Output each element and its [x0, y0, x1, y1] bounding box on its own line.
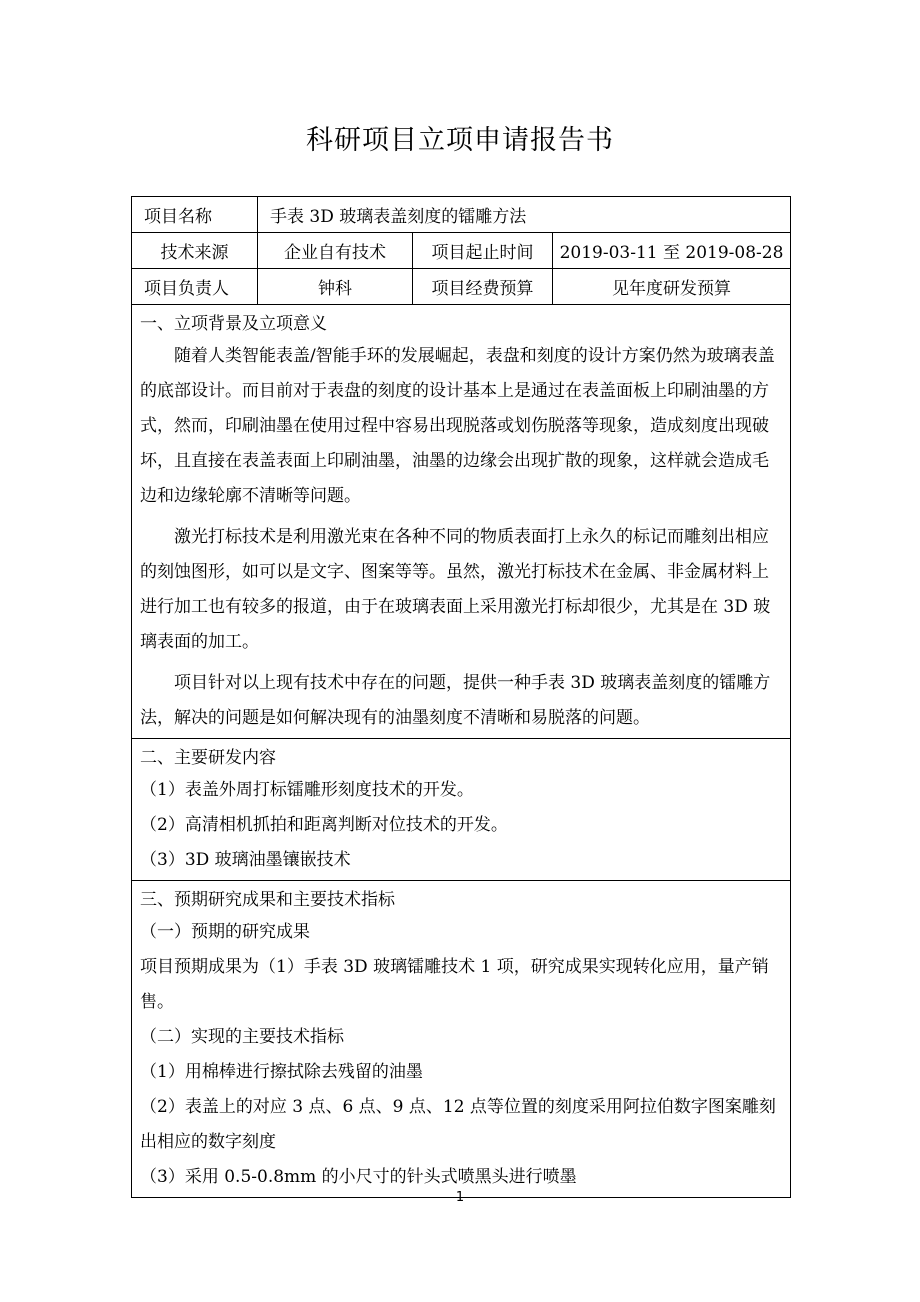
project-name-label: 项目名称 — [132, 197, 258, 233]
leader-row — [132, 269, 791, 305]
page-title: 科研项目立项申请报告书 — [306, 125, 614, 156]
budget-value: 见年度研发预算 — [553, 269, 791, 305]
background-paragraph: 随着人类智能表盖/智能手环的发展崛起，表盘和刻度的设计方案仍然为玻璃表盖的底部设计。而目前对于表盘的刻度的设计基本上是通过在表盖面板上印刷油墨的方式，然而，印刷油墨在使用过程中容易出现脱落或划伤脱落等现象，造成刻度出现破坏，且直接在表盖表面上印刷油墨，油墨的边缘会出现扩散的现象，这样就会造成毛边和边缘轮廓不清晰等问题。 — [140, 346, 775, 506]
period-value: 2019-03-11 至 2019-08-28 — [553, 233, 791, 269]
section-content-row — [132, 739, 791, 881]
content-item: （2）高清相机抓拍和距离判断对位技术的开发。 — [140, 815, 508, 835]
page-number: 1 — [455, 1190, 465, 1205]
background-paragraph: 项目针对以上现有技术中存在的问题，提供一种手表 3D 玻璃表盖刻度的镭雕方法，解决的问题是如何解决现有的油墨刻度不清晰和易脱落的问题。 — [140, 673, 771, 728]
tech-source-label: 技术来源 — [132, 233, 258, 269]
leader-value: 钟科 — [258, 269, 413, 305]
section-background — [132, 305, 791, 739]
period-label: 项目起止时间 — [413, 233, 553, 269]
project-name-value: 手表 3D 玻璃表盖刻度的镭雕方法 — [258, 197, 791, 233]
indicator-item: （1）用棉棒进行擦拭除去残留的油墨 — [140, 1062, 423, 1082]
tech-source-row — [132, 233, 791, 269]
indicators-subheading: （二）实现的主要技术指标 — [140, 1027, 344, 1047]
section-results-row — [132, 881, 791, 1198]
budget-label: 项目经费预算 — [413, 269, 553, 305]
tech-source-value: 企业自有技术 — [258, 233, 413, 269]
project-name-row — [132, 197, 791, 233]
leader-label: 项目负责人 — [132, 269, 258, 305]
content-item: （1）表盖外周打标镭雕形刻度技术的开发。 — [140, 780, 474, 800]
section-background-row — [132, 305, 791, 739]
indicator-item: （3）采用 0.5-0.8mm 的小尺寸的针头式喷黑头进行喷墨 — [140, 1167, 577, 1187]
section-expected-results — [132, 881, 791, 1198]
results-text: 项目预期成果为（1）手表 3D 玻璃镭雕技术 1 项，研究成果实现转化应用，量产销售。 — [140, 957, 769, 1012]
background-paragraph: 激光打标技术是利用激光束在各种不同的物质表面打上永久的标记而雕刻出相应的刻蚀图形，如可以是文字、图案等等。虽然，激光打标技术在金属、非金属材料上进行加工也有较多的报道，由于在玻璃表面上采用激光打标却很少，尤其是在 3D 玻璃表面的加工。 — [140, 527, 771, 652]
section-background-heading: 一、立项背景及立项意义 — [140, 314, 327, 334]
results-subheading: （一）预期的研究成果 — [140, 922, 310, 942]
section-research-content — [132, 739, 791, 881]
application-form-table — [131, 196, 791, 1198]
section-results-heading: 三、预期研究成果和主要技术指标 — [140, 890, 395, 910]
content-item: （3）3D 玻璃油墨镶嵌技术 — [140, 850, 351, 870]
section-content-heading: 二、主要研发内容 — [140, 748, 276, 768]
indicator-item: （2）表盖上的对应 3 点、6 点、9 点、12 点等位置的刻度采用阿拉伯数字图案雕刻出相应的数字刻度 — [140, 1097, 776, 1152]
